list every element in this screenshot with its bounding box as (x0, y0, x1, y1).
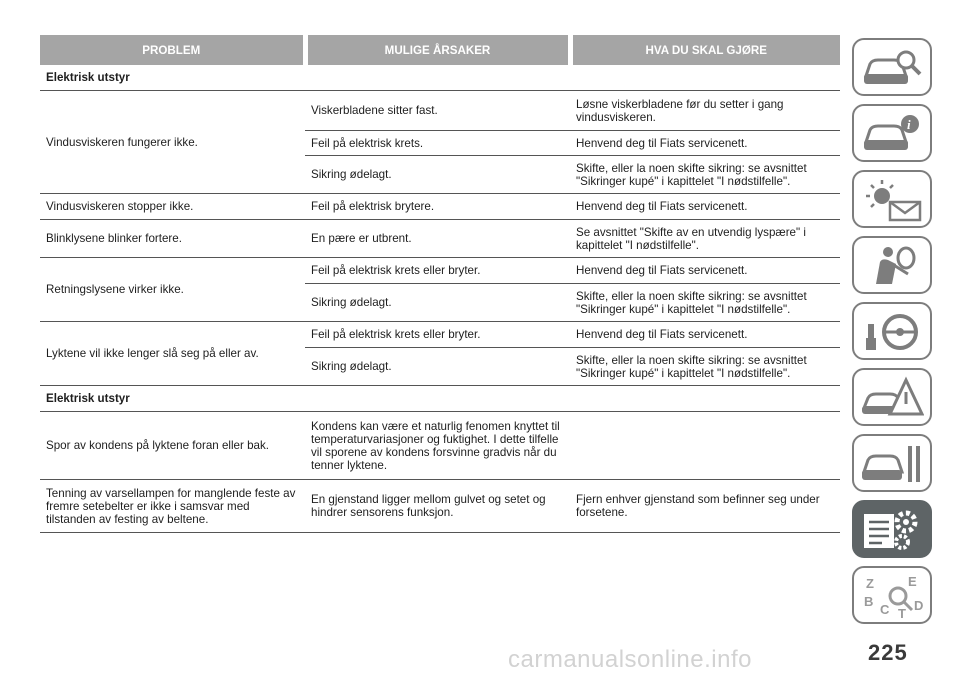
svg-text:C: C (880, 602, 890, 617)
cause-cell: Sikring ødelagt. (305, 156, 570, 194)
table-row (40, 480, 840, 533)
action-cell: Henvend deg til Fiats servicenett. (570, 131, 840, 156)
action-cell: Skifte, eller la noen skifte sikring: se avsnittet "Sikringer kupé" i kapittelet "I nødstilfelle". (570, 284, 840, 322)
cause-cell: Feil på elektrisk krets. (305, 131, 570, 156)
section-title: Elektrisk utstyr (40, 386, 840, 412)
action-cell: Henvend deg til Fiats servicenett. (570, 322, 840, 348)
chapter-tab-8-active[interactable] (852, 500, 932, 558)
table-row (40, 194, 840, 220)
svg-text:E: E (908, 574, 917, 589)
troubleshooting-table (40, 35, 840, 533)
chapter-tab-5[interactable] (852, 302, 932, 360)
problem-cell: Vindusviskeren stopper ikke. (40, 194, 305, 220)
car-warning-triangle-icon (862, 376, 924, 420)
problem-cell: Vindusviskeren fungerer ikke. (40, 91, 305, 194)
svg-text:B: B (864, 594, 874, 609)
column-header-causes: MULIGE ÅRSAKER (305, 35, 570, 65)
table-row (40, 91, 840, 131)
cause-cell: Sikring ødelagt. (305, 348, 570, 386)
action-cell: Skifte, eller la noen skifte sikring: se avsnittet "Sikringer kupé" i kapittelet "I nødstilfelle". (570, 348, 840, 386)
chapter-tab-4[interactable] (852, 236, 932, 294)
problem-cell: Lyktene vil ikke lenger slå seg på eller av. (40, 322, 305, 386)
problem-cell: Tenning av varsellampen for manglende feste av fremre setebelter er ikke i samsvar med tilstanden av festing av beltene. (40, 480, 305, 533)
column-header-problem: PROBLEM (40, 35, 305, 65)
chapter-tab-6[interactable] (852, 368, 932, 426)
key-steering-wheel-icon (862, 310, 924, 354)
alphabet-index-icon (862, 574, 924, 618)
svg-text:D: D (914, 598, 924, 613)
cause-cell: Feil på elektrisk krets eller bryter. (305, 258, 570, 284)
action-cell: Henvend deg til Fiats servicenett. (570, 258, 840, 284)
action-cell: Se avsnittet "Skifte av en utvendig lyspære" i kapittelet "I nødstilfelle". (570, 220, 840, 258)
page-number: 225 (868, 640, 908, 665)
table-row (40, 220, 840, 258)
chapter-tab-7[interactable] (852, 434, 932, 492)
action-cell: Skifte, eller la noen skifte sikring: se avsnittet "Sikringer kupé" i kapittelet "I nødstilfelle". (570, 156, 840, 194)
action-cell: Fjern enhver gjenstand som befinner seg under forsetene. (570, 480, 840, 533)
problem-cell: Retningslysene virker ikke. (40, 258, 305, 322)
table-row (40, 258, 840, 284)
troubleshooting-table-page (40, 35, 840, 533)
chapter-tab-3[interactable] (852, 170, 932, 228)
action-cell (570, 412, 840, 480)
cause-cell: Kondens kan være et naturlig fenomen knyttet til temperaturvariasjoner og fuktighet. I dette tilfelle vil sporene av kondens forsvinne gradvis når du tenner lyktene. (305, 412, 570, 480)
light-envelope-icon (862, 178, 924, 222)
action-cell: Henvend deg til Fiats servicenett. (570, 194, 840, 220)
column-header-actions: HVA DU SKAL GJØRE (570, 35, 840, 65)
cause-cell: En gjenstand ligger mellom gulvet og setet og hindrer sensorens funksjon. (305, 480, 570, 533)
table-row (40, 412, 840, 480)
watermark: carmanualsonline.info (508, 646, 752, 673)
section-heading-row (40, 386, 840, 412)
cause-cell: Sikring ødelagt. (305, 284, 570, 322)
table-row (40, 322, 840, 348)
cause-cell: Feil på elektrisk krets eller bryter. (305, 322, 570, 348)
cause-cell: En pære er utbrent. (305, 220, 570, 258)
action-cell: Løsne viskerbladene før du setter i gang vindusviskeren. (570, 91, 840, 131)
svg-text:T: T (898, 606, 906, 618)
problem-cell: Blinklysene blinker fortere. (40, 220, 305, 258)
seat-airbag-icon (862, 244, 924, 288)
list-gears-icon (862, 508, 924, 552)
section-heading-row (40, 65, 840, 91)
chapter-tab-9[interactable] (852, 566, 932, 624)
car-info-icon (862, 112, 924, 156)
chapter-tab-2[interactable] (852, 104, 932, 162)
car-tools-icon (862, 442, 924, 486)
cause-cell: Viskerbladene sitter fast. (305, 91, 570, 131)
cause-cell: Feil på elektrisk brytere. (305, 194, 570, 220)
section-title: Elektrisk utstyr (40, 65, 840, 91)
chapter-tab-1[interactable] (852, 38, 932, 96)
problem-cell: Spor av kondens på lyktene foran eller bak. (40, 412, 305, 480)
car-magnifier-icon (862, 46, 924, 90)
svg-text:i: i (907, 117, 911, 132)
svg-text:Z: Z (866, 576, 874, 591)
table-header-row (40, 35, 840, 65)
